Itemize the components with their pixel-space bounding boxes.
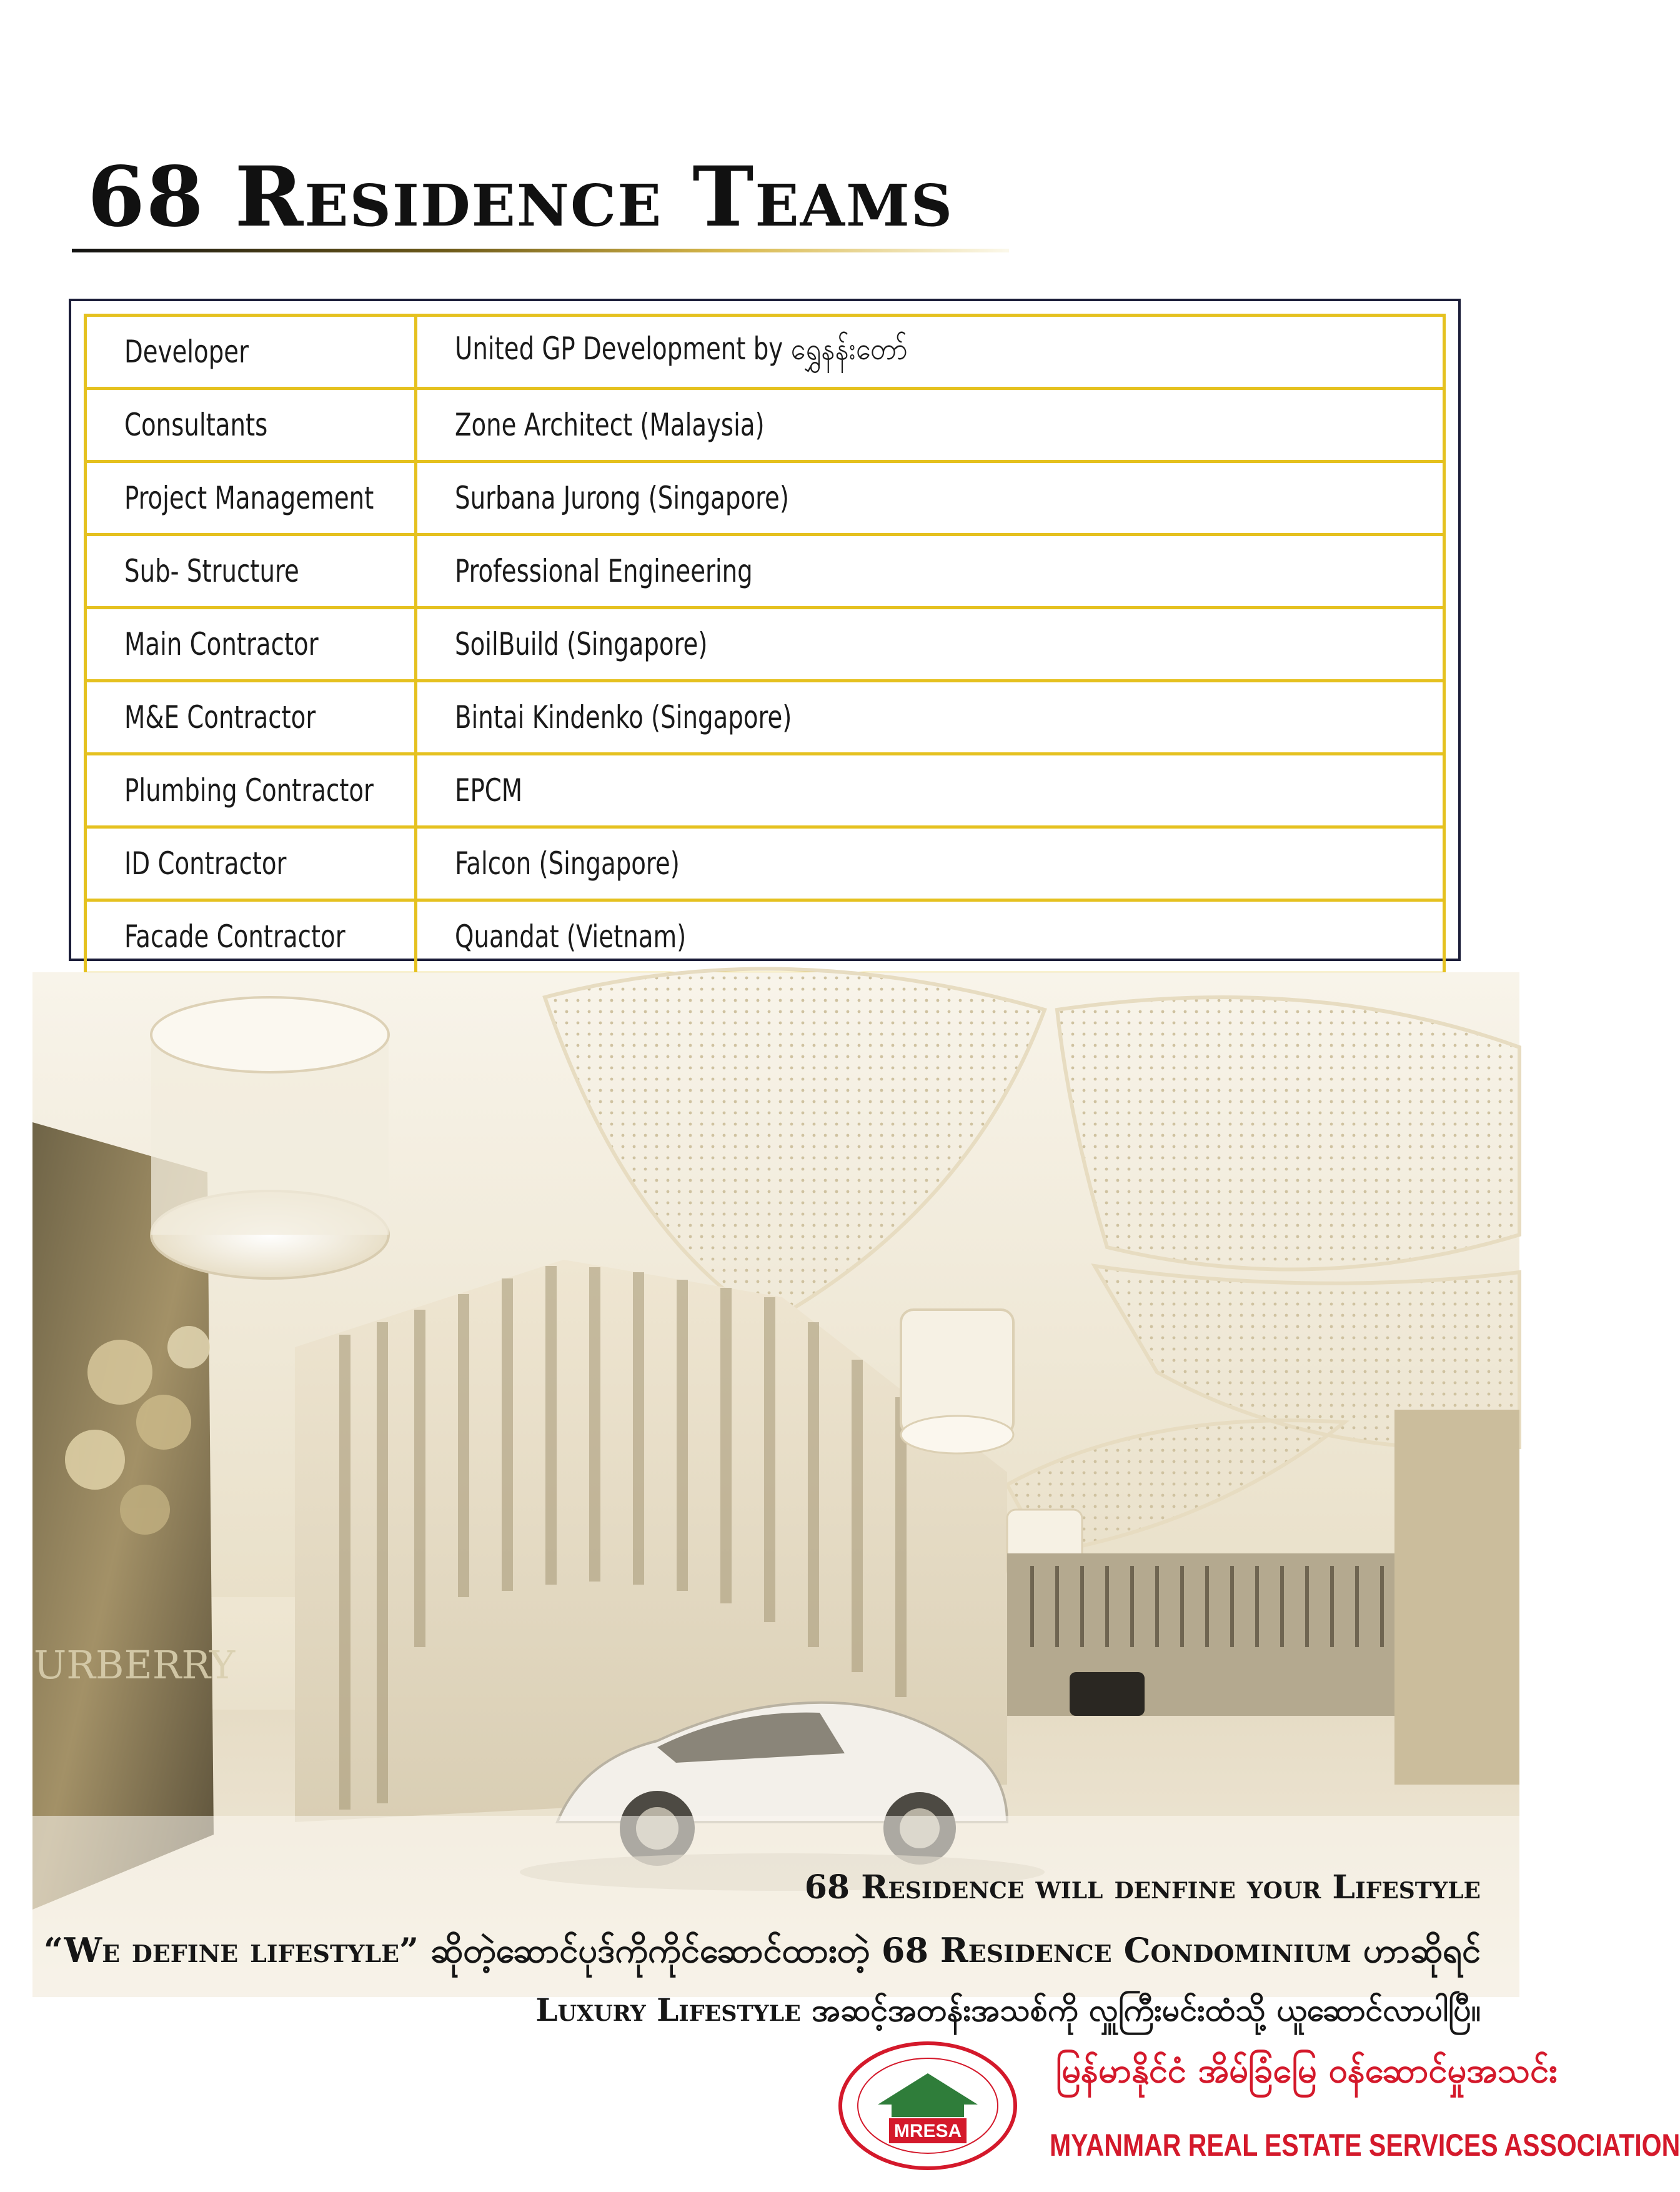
- tagline-3: Luxury Lifestyle အဆင့်အတန်းအသစ်ကို လှူကြီးမင်းထံသို့ ယူဆောင်လာပါပြီ။: [535, 1991, 1481, 2028]
- role-cell: ID Contractor: [86, 827, 416, 900]
- association-name-english: MYANMAR REAL ESTATE SERVICES ASSOCIATION: [1050, 2128, 1680, 2163]
- company-cell: Zone Architect (Malaysia): [416, 389, 1444, 462]
- page-title: 68 Residence Teams: [87, 149, 954, 246]
- company-cell: Bintai Kindenko (Singapore): [416, 681, 1444, 754]
- role-cell: M&E Contractor: [86, 681, 416, 754]
- role-cell: Sub- Structure: [86, 535, 416, 608]
- role-cell: Developer: [86, 316, 416, 389]
- table-row: [86, 389, 1444, 462]
- company-cell: EPCM: [416, 754, 1444, 827]
- company-cell: United GP Development by ရွှေနန်းတော်: [416, 316, 1444, 389]
- role-cell: Facade Contractor: [86, 900, 416, 974]
- lobby-illustration: [32, 972, 1519, 1997]
- table-row: [86, 608, 1444, 681]
- tagline-2: “We define lifestyle” ဆိုတဲ့ဆောင်ပုဒ်ကိုကိုင်ဆောင်ထားတဲ့ 68 Residence Condominium ဟာဆိုရင်: [43, 1930, 1481, 1970]
- company-cell: SoilBuild (Singapore): [416, 608, 1444, 681]
- mresa-logo: [834, 2037, 1021, 2175]
- table-row: [86, 681, 1444, 754]
- lobby-rendering-image: [32, 972, 1519, 1997]
- role-cell: Project Management: [86, 462, 416, 535]
- association-name-myanmar: မြန်မာနိုင်ငံ အိမ်ခြံမြေ ဝန်ဆောင်မှုအသင်း: [1056, 2051, 1558, 2090]
- company-cell: Falcon (Singapore): [416, 827, 1444, 900]
- table-row: [86, 754, 1444, 827]
- table-row: [86, 535, 1444, 608]
- table-row: [86, 316, 1444, 389]
- role-cell: Main Contractor: [86, 608, 416, 681]
- table-row: [86, 462, 1444, 535]
- role-cell: Consultants: [86, 389, 416, 462]
- logo-text: MRESA: [893, 2121, 962, 2141]
- company-cell: Quandat (Vietnam): [416, 900, 1444, 974]
- table-row: [86, 827, 1444, 900]
- role-cell: Plumbing Contractor: [86, 754, 416, 827]
- title-underline: [72, 249, 1009, 252]
- tagline-1: 68 Residence will denfine your Lifestyle: [804, 1868, 1481, 1906]
- table-row: [86, 900, 1444, 974]
- team-table-frame: [69, 299, 1461, 961]
- company-cell: Professional Engineering: [416, 535, 1444, 608]
- team-table: [84, 314, 1446, 975]
- store-sign: URBERRY: [34, 1642, 236, 1688]
- company-cell: Surbana Jurong (Singapore): [416, 462, 1444, 535]
